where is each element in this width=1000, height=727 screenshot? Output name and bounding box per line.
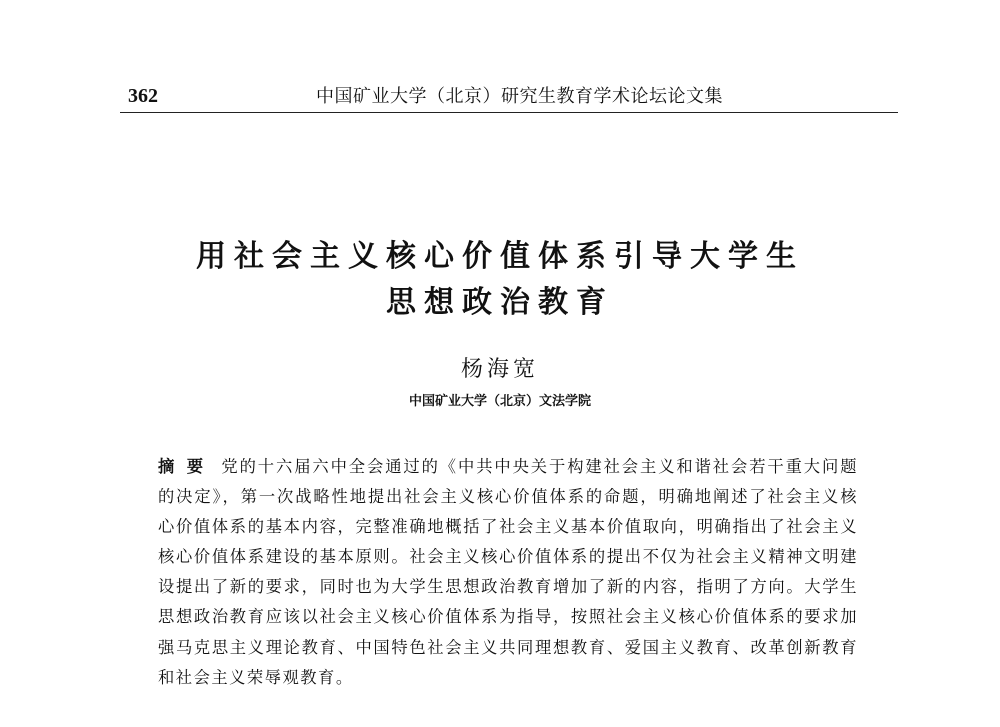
article-title-line-1: 用社会主义核心价值体系引导大学生 — [196, 239, 804, 274]
abstract — [158, 452, 858, 693]
author-affiliation: 中国矿业大学（北京）文法学院 — [408, 394, 591, 409]
page-header — [120, 84, 896, 114]
author-name: 杨海宽 — [460, 357, 539, 382]
abstract-label: 摘要 — [158, 457, 216, 476]
running-title: 中国矿业大学（北京）研究生教育学术论坛论文集 — [316, 86, 723, 107]
article-title — [0, 234, 1000, 326]
page-number: 362 — [128, 85, 158, 107]
header-rule — [120, 112, 898, 113]
abstract-text: 党的十六届六中全会通过的《中共中央关于构建社会主义和谐社会若干重大问题的决定》，第一次战略性地提出社会主义核心价值体系的命题，明确地阐述了社会主义核心价值体系的基本内容，完整准确地概括了社会主义基本价值取向，明确指出了社会主义核心价值体系建设的基本原则。社会主义核心价值体系的提出不仅为社会主义精神文明建设提出了新的要求，同时也为大学生思想政治教育增加了新的内容，指明了方向。大学生思想政治教育应该以社会主义核心价值体系为指导，按照社会主义核心价值体系的要求加强马克思主义理论教育、中国特色社会主义共同理想教育、爱国主义教育、改革创新教育和社会主义荣辱观教育。 — [158, 457, 858, 687]
article-title-line-2: 思想政治教育 — [386, 285, 614, 320]
